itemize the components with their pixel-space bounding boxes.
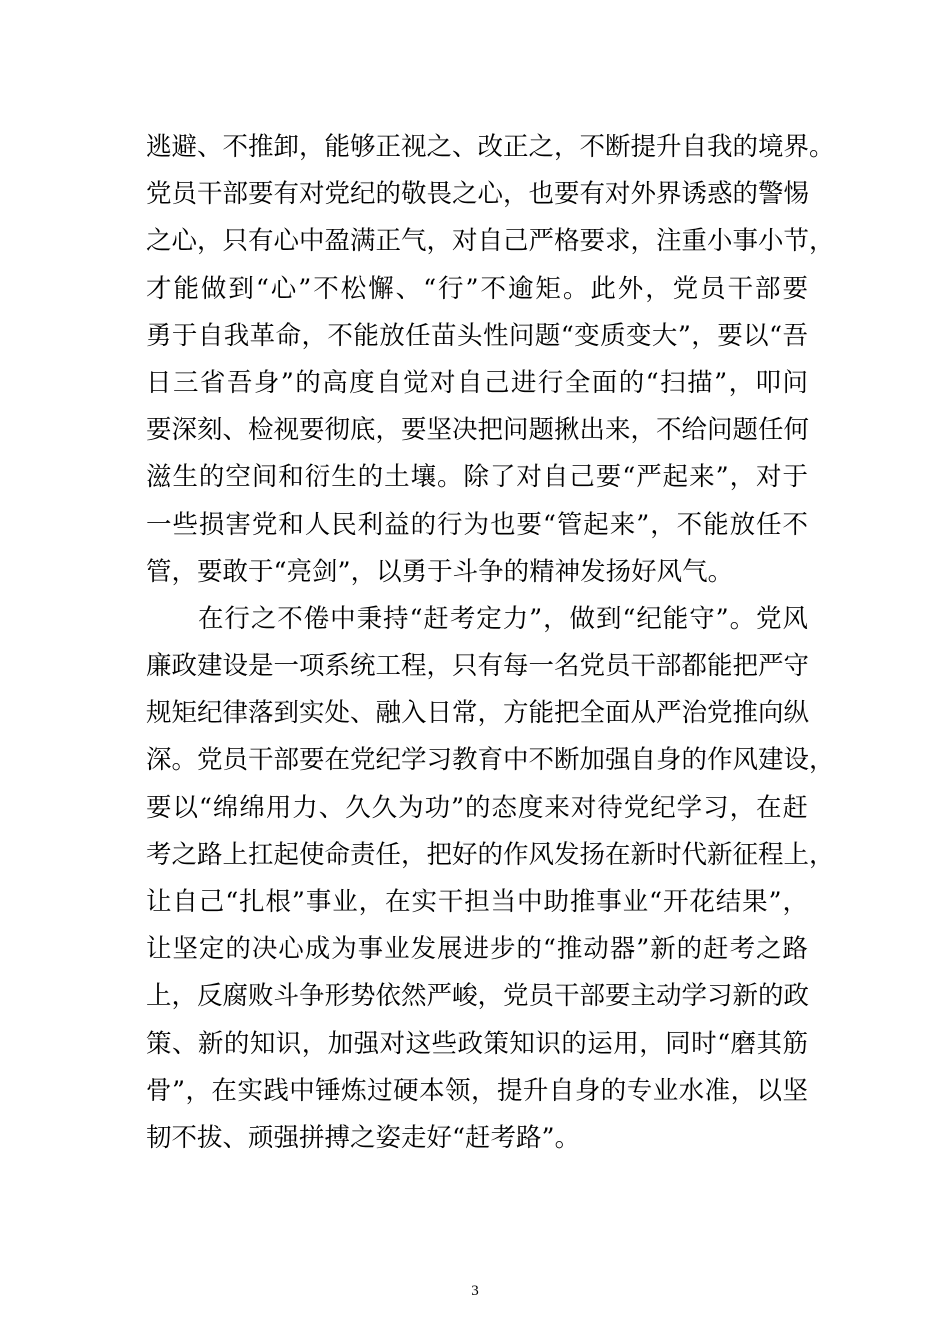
text-line: 上，反腐败斗争形势依然严峻，党员干部要主动学习新的政 (146, 981, 810, 1012)
text-line: 考之路上扛起使命责任，把好的作风发扬在新时代新征程上， (146, 839, 835, 870)
text-line: 逃避、不推卸，能够正视之、改正之，不断提升自我的境界。 (146, 132, 835, 162)
text-line: 韧不拔、顽强拼搏之姿走好“赶考路”。 (146, 1122, 581, 1153)
text-line: 日三省吾身”的高度自觉对自己进行全面的“扫描”，叩问 (146, 367, 808, 398)
text-line: 党员干部要有对党纪的敬畏之心，也要有对外界诱惑的警惕 (146, 179, 810, 210)
text-line: 滋生的空间和衍生的土壤。除了对自己要“严起来”，对于 (146, 462, 808, 493)
text-line: 深。党员干部要在党纪学习教育中不断加强自身的作风建设， (146, 745, 835, 776)
text-line: 廉政建设是一项系统工程，只有每一名党员干部都能把严守 (146, 651, 810, 682)
text-line: 在行之不倦中秉持“赶考定力”，做到“纪能守”。党风 (198, 603, 808, 634)
text-line: 一些损害党和人民利益的行为也要“管起来”，不能放任不 (146, 509, 808, 540)
text-line: 策、新的知识，加强对这些政策知识的运用，同时“磨其筋 (146, 1028, 808, 1059)
text-line: 才能做到“心”不松懈、“行”不逾矩。此外，党员干部要 (146, 273, 808, 304)
text-line: 规矩纪律落到实处、融入日常，方能把全面从严治党推向纵 (146, 698, 810, 729)
text-line: 要深刻、检视要彻底，要坚决把问题揪出来，不给问题任何 (146, 415, 810, 446)
body-text (146, 124, 835, 1162)
text-line: 要以“绵绵用力、久久为功”的态度来对待党纪学习，在赶 (146, 792, 808, 823)
text-line: 让坚定的决心成为事业发展进步的“推动器”新的赶考之路 (146, 934, 808, 965)
text-line: 管，要敢于“亮剑”，以勇于斗争的精神发扬好风气。 (146, 556, 734, 587)
text-line: 让自己“扎根”事业，在实干担当中助推事业“开花结果”， (146, 887, 808, 917)
text-line: 勇于自我革命，不能放任苗头性问题“变质变大”，要以“吾 (146, 320, 808, 351)
text-line: 之心，只有心中盈满正气，对自己严格要求，注重小事小节， (146, 226, 835, 257)
text-line: 骨”，在实践中锤炼过硬本领，提升自身的专业水准，以坚 (146, 1075, 808, 1106)
page-number: 3 (471, 1283, 479, 1299)
